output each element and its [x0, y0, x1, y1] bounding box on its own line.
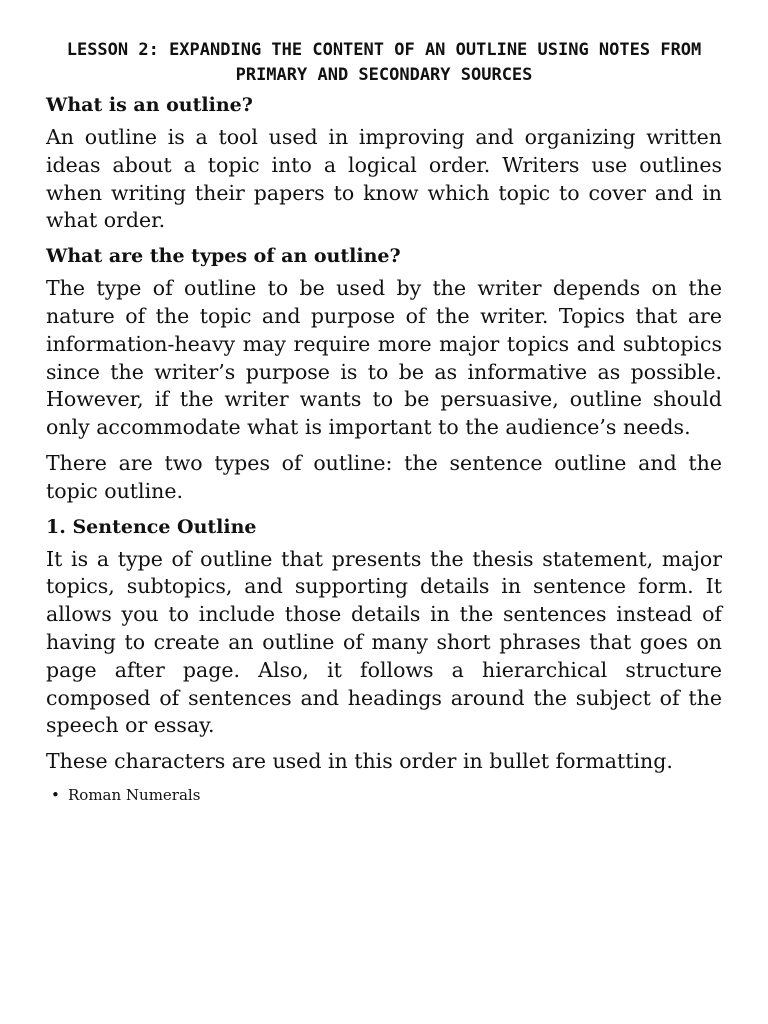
- section-heading-what-is-outline: What is an outline?: [46, 94, 253, 116]
- paragraph-two-types: There are two types of outline: the sentence outline and the topic outline.: [46, 450, 722, 503]
- section-heading-sentence-outline: 1. Sentence Outline: [46, 515, 257, 538]
- lesson-title: LESSON 2: EXPANDING THE CONTENT OF AN OUTLINE USING NOTES FROM PRIMARY AND SECONDARY SOURCES: [66, 40, 702, 85]
- paragraph-outline-definition: An outline is a tool used in improving and organizing written ideas about a topic into a logical order. Writers use outlines when writing their papers to know which topic to cover and in what order.: [46, 125, 722, 233]
- paragraph-outline-type-purpose: The type of outline to be used by the writer depends on the nature of the topic and purpose of the writer. Topics that are information-heavy may require more major topics and subtopics since the writer’s purpose is to be as informative as possible. However, if the writer wants to be persuasive, outline should only accommodate what is important to the audience’s needs.: [46, 276, 722, 440]
- list-item: [51, 784, 722, 806]
- section-heading-types-of-outline: What are the types of an outline?: [46, 245, 401, 268]
- bullet-dot-icon: •: [51, 785, 60, 804]
- paragraph-bullet-characters: These characters are used in this order in bullet formatting.: [46, 749, 673, 774]
- bullet-list: [46, 784, 722, 806]
- paragraph-sentence-outline-definition: It is a type of outline that presents the thesis statement, major topics, subtopics, and supporting details in sentence form. It allows you to include those details in the sentences instead of having to create an outline of many short phrases that goes on page after page. Also, it follows a hierarchical structure composed of sentences and headings around the subject of the speech or essay.: [46, 546, 722, 738]
- list-item-text: Roman Numerals: [68, 785, 201, 804]
